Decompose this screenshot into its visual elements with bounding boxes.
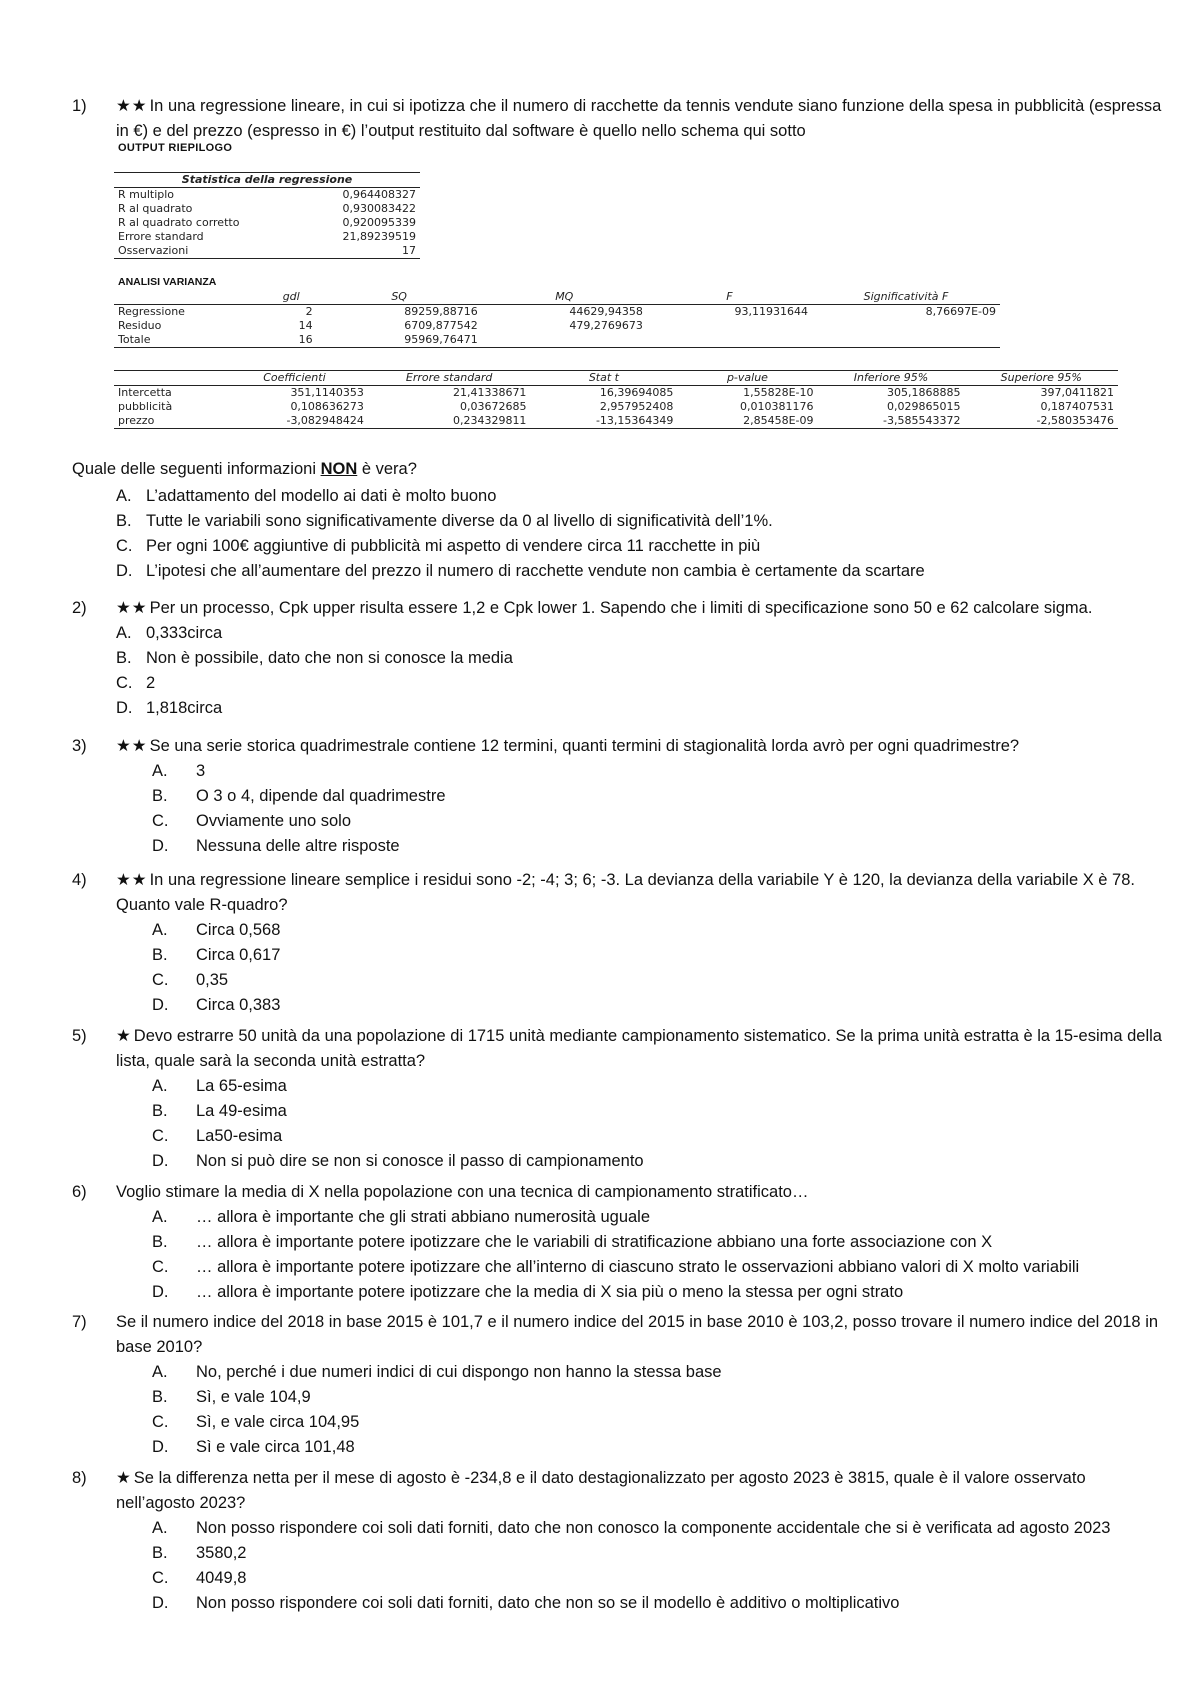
table-row: pubblicità 0,108636273 0,03672685 2,957952408 0,010381176 0,029865015 0,187407531	[118, 400, 1114, 413]
difficulty-stars: ★★	[116, 737, 148, 755]
answer-option[interactable]: B. Circa 0,617	[152, 946, 281, 964]
question-1	[72, 94, 1162, 144]
answer-option[interactable]: C. Sì, e vale circa 104,95	[152, 1413, 360, 1431]
difficulty-stars: ★★	[116, 871, 148, 889]
question-1-prompt: Quale delle seguenti informazioni NON è vera?	[72, 460, 417, 478]
coefficients-table	[114, 370, 1118, 429]
answer-option[interactable]: B. O 3 o 4, dipende dal quadrimestre	[152, 787, 446, 805]
answer-option[interactable]: A. 3	[152, 762, 206, 780]
answer-option[interactable]: B. Non è possibile, dato che non si conosce la media	[116, 649, 513, 667]
answer-option[interactable]: B. 3580,2	[152, 1544, 247, 1562]
table-row: R al quadrato 0,930083422	[118, 202, 416, 215]
answer-option[interactable]: A. La 65-esima	[152, 1077, 287, 1095]
difficulty-stars: ★	[116, 1027, 132, 1045]
difficulty-stars: ★★	[116, 97, 148, 115]
answer-option[interactable]: A. No, perché i due numeri indici di cui dispongo non hanno la stessa base	[152, 1363, 722, 1381]
answer-option[interactable]: A. Non posso rispondere coi soli dati forniti, dato che non conosco la componente accidentale che si è verificata ad agosto 2023	[152, 1519, 1111, 1537]
table-row: Osservazioni 17	[114, 244, 420, 259]
question-2: 2) ★★ Per un processo, Cpk upper risulta essere 1,2 e Cpk lower 1. Sapendo che i limiti di specificazione sono 50 e 62 calcolare sigma. A. 0,333circa B. Non è possibile, dato che non si conosce la media C. 2 D. 1,818circa	[72, 596, 1162, 721]
anova-title: ANALISI VARIANZA	[118, 276, 217, 288]
answer-option[interactable]: C. Per ogni 100€ aggiuntive di pubblicità mi aspetto di vendere circa 11 racchette in più	[116, 537, 761, 555]
answer-option[interactable]: A. 0,333circa	[116, 624, 223, 642]
answer-option[interactable]: B. Sì, e vale 104,9	[152, 1388, 311, 1406]
answer-option[interactable]: C. 2	[116, 674, 156, 692]
answer-option[interactable]: A. Circa 0,568	[152, 921, 281, 939]
question-1-options	[72, 484, 1162, 584]
question-6: 6) Voglio stimare la media di X nella popolazione con una tecnica di campionamento stratificato… A. … allora è importante che gli strati abbiano numerosità uguale B. … allora è importante potere ipotizzare che le variabili di stratificazione abbiano una forte associazione con X C. … allora è importante potere ipotizzare che all’interno di ciascuno strato le osservazioni abbiano valori di X molto variabili D. … allora è importante potere ipotizzare che la media di X sia più o meno la stessa per ogni strato	[72, 1180, 1162, 1305]
table-row: R al quadrato corretto 0,920095339	[118, 216, 416, 229]
table-row: Regressione 2 89259,88716 44629,94358 93,11931644 8,76697E-09	[118, 305, 996, 318]
table-row: Residuo 14 6709,877542 479,2769673	[118, 319, 643, 332]
answer-option[interactable]: A. L’adattamento del modello ai dati è molto buono	[116, 487, 497, 505]
question-3: 3) ★★ Se una serie storica quadrimestrale contiene 12 termini, quanti termini di stagionalità lorda avrò per ogni quadrimestre? A. 3 B. O 3 o 4, dipende dal quadrimestre C. Ovviamente uno solo D. Nessuna delle altre risposte	[72, 734, 1162, 859]
table-row: Totale 16 95969,76471	[114, 333, 1000, 348]
table-row: prezzo -3,082948424 0,234329811 -13,15364349 2,85458E-09 -3,585543372 -2,580353476	[114, 414, 1118, 429]
table-row: Errore standard 21,89239519	[118, 230, 416, 243]
answer-option[interactable]: D. … allora è importante potere ipotizzare che la media di X sia più o meno la stessa per ogni strato	[152, 1283, 904, 1301]
answer-option[interactable]: B. … allora è importante potere ipotizzare che le variabili di stratificazione abbiano una forte associazione con X	[152, 1233, 993, 1251]
answer-option[interactable]: C. 0,35	[152, 971, 229, 989]
answer-option[interactable]: B. Tutte le variabili sono significativamente diverse da 0 al livello di significatività dell’1%.	[116, 512, 773, 530]
answer-option[interactable]: D. Non si può dire se non si conosce il passo di campionamento	[152, 1152, 644, 1170]
answer-option[interactable]: D. Non posso rispondere coi soli dati forniti, dato che non so se il modello è additivo o moltiplicativo	[152, 1594, 900, 1612]
question-5: 5) ★ Devo estrarre 50 unità da una popolazione di 1715 unità mediante campionamento sistematico. Se la prima unità estratta è la 15-esima della lista, quale sarà la seconda unità estratta? A. La 65-esima B. La 49-esima C. La50-esima D. Non si può dire se non si conosce il passo di campionamento	[72, 1024, 1162, 1174]
anova-table	[114, 290, 1000, 348]
difficulty-stars: ★	[116, 1469, 132, 1487]
question-number: 1)	[72, 97, 87, 115]
answer-option[interactable]: C. … allora è importante potere ipotizzare che all’interno di ciascuno strato le osservazioni abbiano valori di X molto variabili	[152, 1258, 1080, 1276]
answer-option[interactable]: D. Sì e vale circa 101,48	[152, 1438, 355, 1456]
answer-option[interactable]: D. Nessuna delle altre risposte	[152, 837, 400, 855]
question-text: ★★ In una regressione lineare, in cui si ipotizza che il numero di racchette da tennis vendute siano funzione della spesa in pubblicità (espressa in €) e del prezzo (espresso in €) l’output restituito dal software è quello nello schema qui sotto	[116, 97, 1162, 140]
answer-option[interactable]: B. La 49-esima	[152, 1102, 287, 1120]
question-4: 4) ★★ In una regressione lineare semplice i residui sono -2; -4; 3; 6; -3. La devianza della variabile Y è 120, la devianza della variabile X è 78. Quanto vale R-quadro? A. Circa 0,568 B. Circa 0,617 C. 0,35 D. Circa 0,383	[72, 868, 1162, 1018]
table-header-row: gdl SQ MQ F Significatività F	[114, 290, 1000, 305]
difficulty-stars: ★★	[116, 599, 148, 617]
answer-option[interactable]: A. … allora è importante che gli strati abbiano numerosità uguale	[152, 1208, 651, 1226]
answer-option[interactable]: D. Circa 0,383	[152, 996, 281, 1014]
answer-option[interactable]: C. 4049,8	[152, 1569, 247, 1587]
table-header-row: Coefficienti Errore standard Stat t p-value Inferiore 95% Superiore 95%	[114, 371, 1118, 386]
question-8: 8) ★ Se la differenza netta per il mese di agosto è -234,8 e il dato destagionalizzato per agosto 2023 è 3815, quale è il valore osservato nell’agosto 2023? A. Non posso rispondere coi soli dati forniti, dato che non conosco la componente accidentale che si è verificata ad agosto 2023 B. 3580,2 C. 4049,8 D. Non posso rispondere coi soli dati forniti, dato che non so se il modello è additivo o moltiplicativo	[72, 1466, 1162, 1616]
question-7: 7) Se il numero indice del 2018 in base 2015 è 101,7 e il numero indice del 2015 in base 2010 è 103,2, posso trovare il numero indice del 2018 in base 2010? A. No, perché i due numeri indici di cui dispongo non hanno la stessa base B. Sì, e vale 104,9 C. Sì, e vale circa 104,95 D. Sì e vale circa 101,48	[72, 1310, 1162, 1460]
regression-stats-table	[114, 172, 420, 259]
answer-option[interactable]: D. L’ipotesi che all’aumentare del prezzo il numero di racchette vendute non cambia è certamente da scartare	[116, 562, 925, 580]
answer-option[interactable]: D. 1,818circa	[116, 699, 223, 717]
table-row: Intercetta 351,1140353 21,41338671 16,39694085 1,55828E-10 305,1868885 397,0411821	[118, 386, 1114, 399]
answer-option[interactable]: C. La50-esima	[152, 1127, 283, 1145]
table-row: R multiplo 0,964408327	[118, 188, 416, 201]
output-title: OUTPUT RIEPILOGO	[118, 142, 233, 154]
stats-header: Statistica della regressione	[114, 173, 420, 188]
answer-option[interactable]: C. Ovviamente uno solo	[152, 812, 352, 830]
